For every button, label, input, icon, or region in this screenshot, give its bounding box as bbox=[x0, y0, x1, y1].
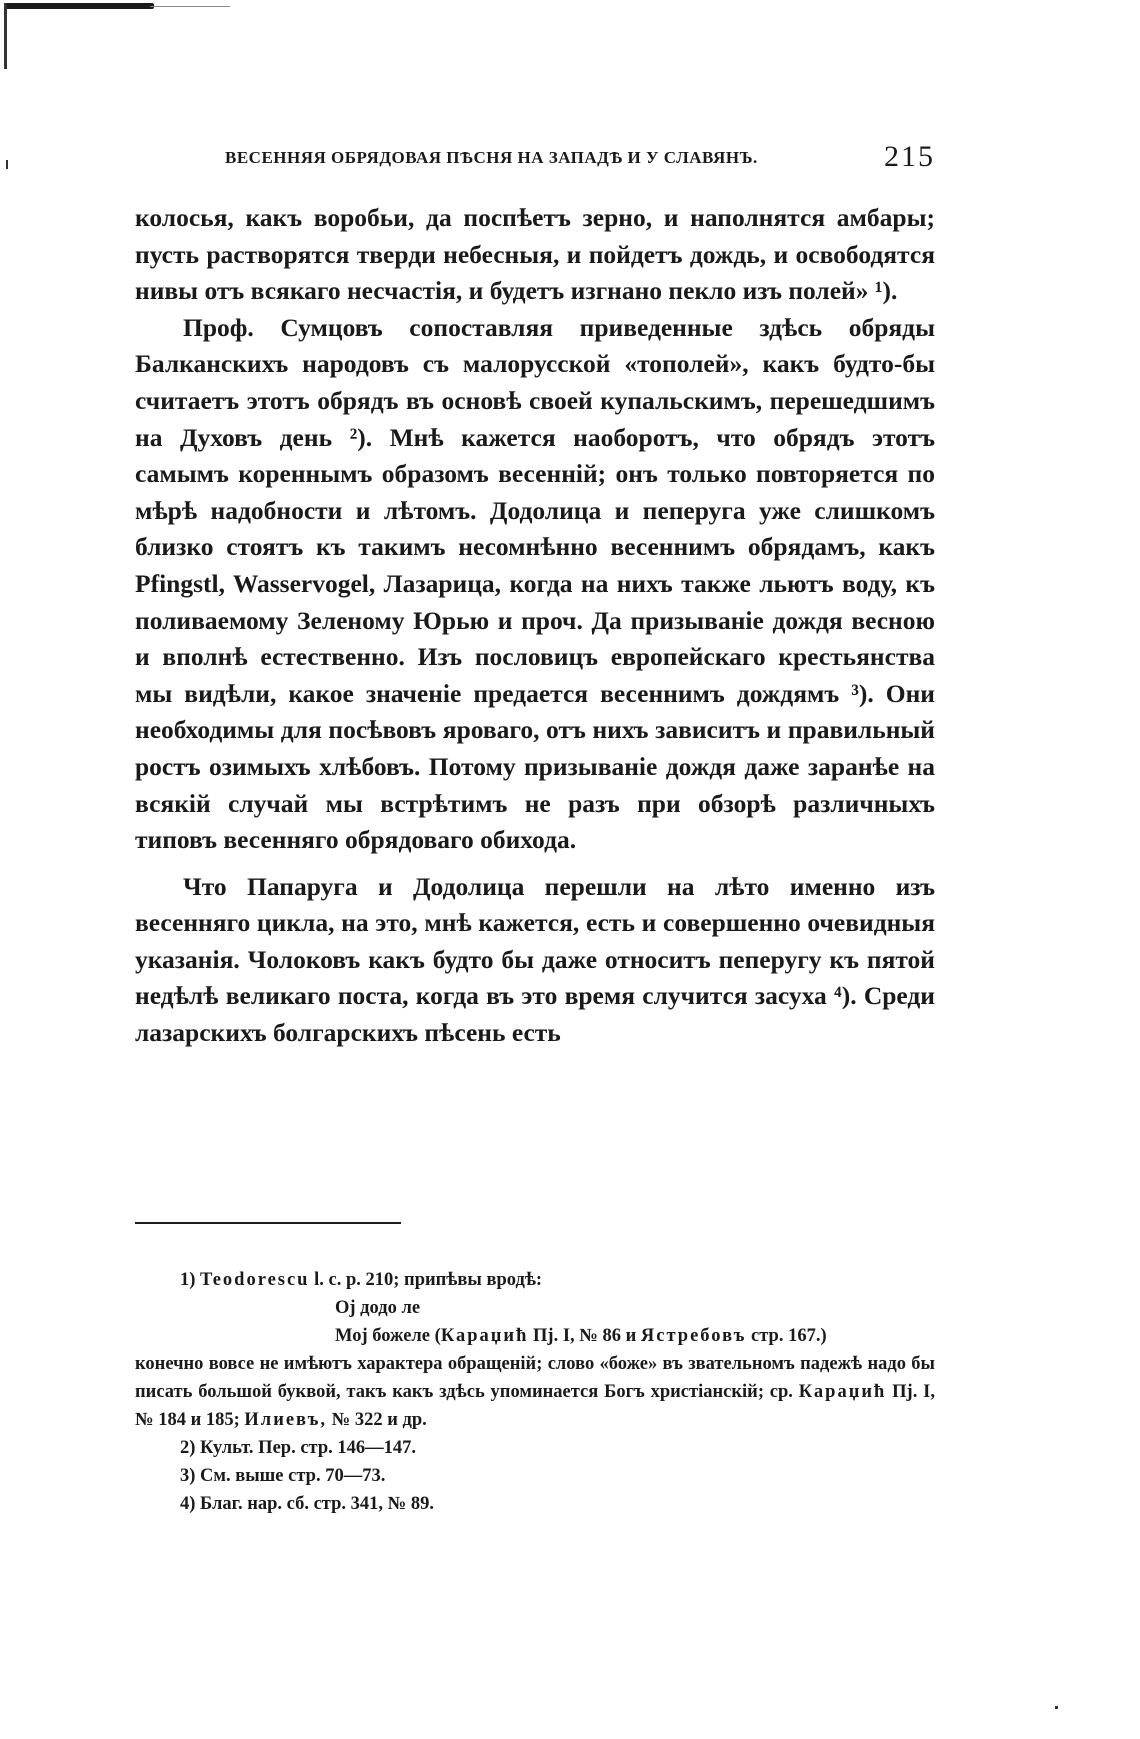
paragraph-3: Что Папаруга и Додолица перешли на лѣто именно изъ весенняго цикла, на это, мнѣ кажется, есть и совершенно очевидныя указанія. Чолоковъ какъ будто бы даже относитъ пеперугу къ пятой недѣлѣ великаго поста, когда въ это время случится засуха ⁴). Среди лазарскихъ болгарскихъ пѣсень есть bbox=[135, 871, 935, 1048]
footnote-1-verse-line-1: Oj додо ле bbox=[335, 1298, 421, 1318]
scan-speck-left bbox=[6, 160, 8, 169]
footnote-1 bbox=[135, 1266, 935, 1294]
footnote-1-verse-text-b: Пј. I, № 86 и bbox=[533, 1326, 637, 1346]
footnote-1-continuation-text-b: Пј. I, № 184 и 185; bbox=[135, 1382, 935, 1430]
scan-edge-mark bbox=[0, 0, 170, 72]
scan-edge-vertical bbox=[4, 3, 7, 69]
footnote-1-text: l. c. p. 210; припѣвы вродѣ: bbox=[314, 1270, 543, 1290]
footnote-1-continuation-name-2: Илиевъ, bbox=[244, 1410, 328, 1430]
footnote-1-number: 1) bbox=[180, 1270, 196, 1290]
footnote-1-author: Teodorescu bbox=[200, 1270, 310, 1290]
scan-speck-bottom bbox=[1055, 1706, 1058, 1709]
footnote-1-verse-line-2 bbox=[135, 1322, 935, 1350]
footnote-3: 3) См. выше стр. 70—73. bbox=[180, 1466, 386, 1486]
footnote-1-continuation-name: Караџић bbox=[798, 1382, 887, 1402]
footnote-1-verse-text-a: Мој божеле ( bbox=[335, 1326, 441, 1346]
paragraph-1: колосья, какъ воробьи, да поспѣетъ зерно, и наполнятся амбары; пусть растворятся тверди небесныя, и пойдетъ дождь, и освободятся нивы отъ всякаго несчастія, и будетъ изгнано пекло изъ полей» ¹). bbox=[135, 203, 935, 306]
scan-edge-bar bbox=[4, 3, 154, 9]
footnote-1-verse-text-c: стр. 167.) bbox=[751, 1326, 827, 1346]
footnote-separator bbox=[135, 1222, 401, 1224]
footnote-1-continuation-text-a: конечно вовсе не имѣютъ характера обращеній; слово «боже» въ звательномъ падежѣ надо бы писать большой буквой, такъ какъ здѣсь упоминается Богъ христіанскій; ср. bbox=[135, 1354, 935, 1402]
footnotes bbox=[135, 1266, 935, 1518]
footnote-1-verse-name: Караџић bbox=[440, 1326, 529, 1346]
footnote-1-continuation-text-c: № 322 и др. bbox=[331, 1410, 427, 1430]
body-text bbox=[135, 200, 935, 1052]
footnote-4: 4) Благ. нар. сб. стр. 341, № 89. bbox=[180, 1494, 435, 1514]
footnote-2: 2) Культ. Пер. стр. 146—147. bbox=[180, 1438, 417, 1458]
scan-edge-tail bbox=[150, 6, 230, 7]
footnote-1-verse-name-2: Ястребовъ bbox=[640, 1326, 747, 1346]
running-head: ВЕСЕННЯЯ ОБРЯДОВАЯ ПѢСНЯ НА ЗАПАДѢ И У СЛАВЯНЪ. bbox=[225, 148, 758, 167]
footnote-1-continuation bbox=[135, 1350, 935, 1434]
paragraph-2: Проф. Сумцовъ сопоставляя приведенные здѣсь обряды Балканскихъ народовъ съ малорусской «тополей», какъ будто-бы считаетъ этотъ обрядъ въ основѣ своей купальскимъ, перешедшимъ на Духовъ день ²). Мнѣ кажется наоборотъ, что обрядъ этотъ самымъ кореннымъ образомъ весенній; онъ только повторяется по мѣрѣ надобности и лѣтомъ. Додолица и пеперуга уже слишкомъ близко стоятъ къ такимъ несомнѣнно весеннимъ обрядамъ, какъ Pfingstl, Wasservogel, Лазарица, когда на нихъ также льютъ воду, къ поливаемому Зеленому Юрью и проч. Да призываніе дождя весною и вполнѣ естественно. Изъ пословицъ европейскаго крестьянства мы видѣли, какое значеніе предается весеннимъ дождямъ ³). Они необходимы для посѣвовъ яроваго, отъ нихъ зависитъ и правильный ростъ озимыхъ хлѣбовъ. Потому призываніе дождя даже заранѣе на всякій случай мы встрѣтимъ не разъ при обзорѣ различныхъ типовъ весенняго обрядоваго обихода. bbox=[135, 312, 935, 855]
page-number: 215 bbox=[884, 140, 935, 173]
page-header bbox=[135, 140, 935, 176]
